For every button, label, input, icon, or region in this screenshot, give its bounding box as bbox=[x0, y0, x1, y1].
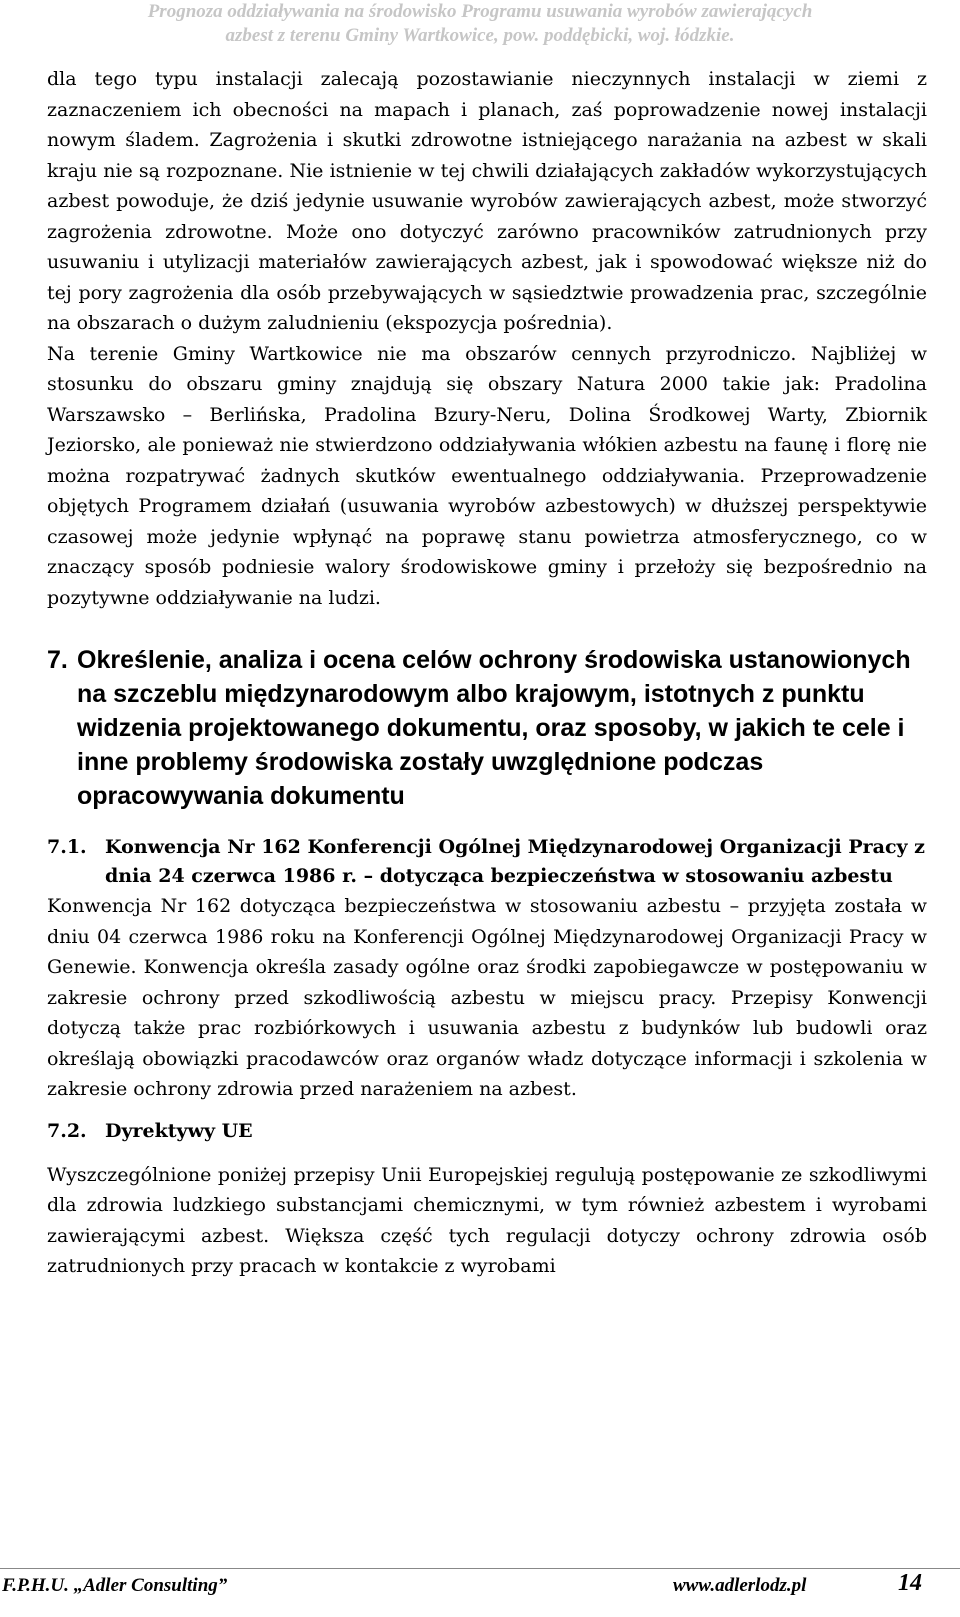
footer-website: www.adlerlodz.pl bbox=[673, 1575, 807, 1596]
section-7-2-title: Dyrektywy UE bbox=[105, 1119, 253, 1142]
page-number: 14 bbox=[898, 1570, 922, 1596]
section-7-number: 7. bbox=[47, 646, 68, 674]
paragraph-convention-162: Konwencja Nr 162 dotycząca bezpieczeństwa w stosowaniu azbestu – przyjęta została w dniu 04 czerwca 1986 roku na Konferencji Ogólnej Międzynarodowej Organizacji Pracy w Genewie. Konwencja określa zasady ogólne oraz środki zapobiegawcze w postępowaniu w zakresie ochrony przed szkodliwością azbestu w miejscu pracy. Przepisy Konwencji dotyczą także prac rozbiórkowych i usuwania azbestu z budynków lub budowli oraz określają obowiązki pracodawców oraz organów władz dotyczące informacji i szkolenia w zakresie ochrony zdrowia przed narażeniem na azbest. bbox=[47, 895, 927, 1100]
paragraph-asbestos-risks: dla tego typu instalacji zalecają pozostawianie nieczynnych instalacji w ziemi z zaznaczeniem ich obecności na mapach i planach, zaś poprowadzenie nowej instalacji nowym śladem. Zagrożenia i skutki zdrowotne istniejącego narażania na azbest w skali kraju nie są rozpoznane. Nie istnienie w tej chwili działających zakładów wykorzystujących azbest powoduje, że dziś jedynie usuwanie wyrobów zawierających azbest, może stworzyć zagrożenia zdrowotne. Może ono dotyczyć zarówno pracowników zatrudnionych przy usuwaniu i utylizacji materiałów zawierających azbest, jak i spowodować większe niż do tej pory zagrożenia dla osób przebywających w sąsiedztwie prowadzenia prac, szczególnie na obszarach o dużym zaludnieniu (ekspozycja pośrednia). bbox=[47, 68, 927, 334]
section-7-2-number: 7.2. bbox=[47, 1119, 87, 1142]
header-line-1: Prognoza oddziaływania na środowisko Programu usuwania wyrobów zawierających bbox=[147, 1, 813, 22]
footer-company: F.P.H.U. „Adler Consulting” bbox=[2, 1575, 228, 1596]
paragraph-natura-2000: Na terenie Gminy Wartkowice nie ma obszarów cennych przyrodniczo. Najbliżej w stosunku do obszaru gminy znajdują się obszary Natura 2000 takie jak: Pradolina Warszawsko – Berlińska, Pradolina Bzury-Neru, Dolina Środkowej Warty, Zbiornik Jeziorsko, ale ponieważ nie stwierdzono oddziaływania włókien azbestu na faunę i florę nie można rozpatrywać żadnych skutków ewentualnego oddziaływania. Przeprowadzenie objętych Programem działań (usuwania wyrobów azbestowych) w dłuższej perspektywie czasowej może jedynie wpłynąć na poprawę stanu powietrza atmosferycznego, co w znaczący sposób podniesie walory środowiskowe gminy i przełoży się bezpośrednio na pozytywne oddziaływanie na ludzi. bbox=[47, 342, 927, 609]
section-7-1-heading bbox=[47, 833, 927, 891]
section-7-2-heading bbox=[47, 1117, 927, 1146]
section-7-1-title: Konwencja Nr 162 Konferencji Ogólnej Międzynarodowej Organizacji Pracy z dnia 24 czerwca 1986 r. – dotycząca bezpieczeństwa w stosowaniu azbestu bbox=[105, 836, 925, 887]
section-7-heading bbox=[47, 643, 927, 813]
section-7-title: Określenie, analiza i ocena celów ochrony środowiska ustanowionych na szczeblu międzynarodowym albo krajowym, istotnych z punktu widzenia projektowanego dokumentu, oraz sposoby, w jakich te cele i inne problemy środowiska zostały uwzględnione podczas opracowywania dokumentu bbox=[77, 646, 911, 810]
page-footer bbox=[0, 1568, 960, 1609]
header-line-2: azbest z terenu Gminy Wartkowice, pow. poddębicki, woj. łódzkie. bbox=[225, 25, 735, 46]
section-7-1-number: 7.1. bbox=[47, 836, 87, 858]
document-body bbox=[47, 64, 927, 1282]
page-header bbox=[0, 0, 960, 48]
paragraph-eu-directives: Wyszczególnione poniżej przepisy Unii Europejskiej regulują postępowanie ze szkodliwymi dla zdrowia ludzkiego substancjami chemicznymi, w tym również azbestem i wyrobami zawierającymi azbest. Większa część tych regulacji dotyczy ochrony zdrowia osób zatrudnionych przy pracach w kontakcie z wyrobami bbox=[47, 1163, 927, 1277]
